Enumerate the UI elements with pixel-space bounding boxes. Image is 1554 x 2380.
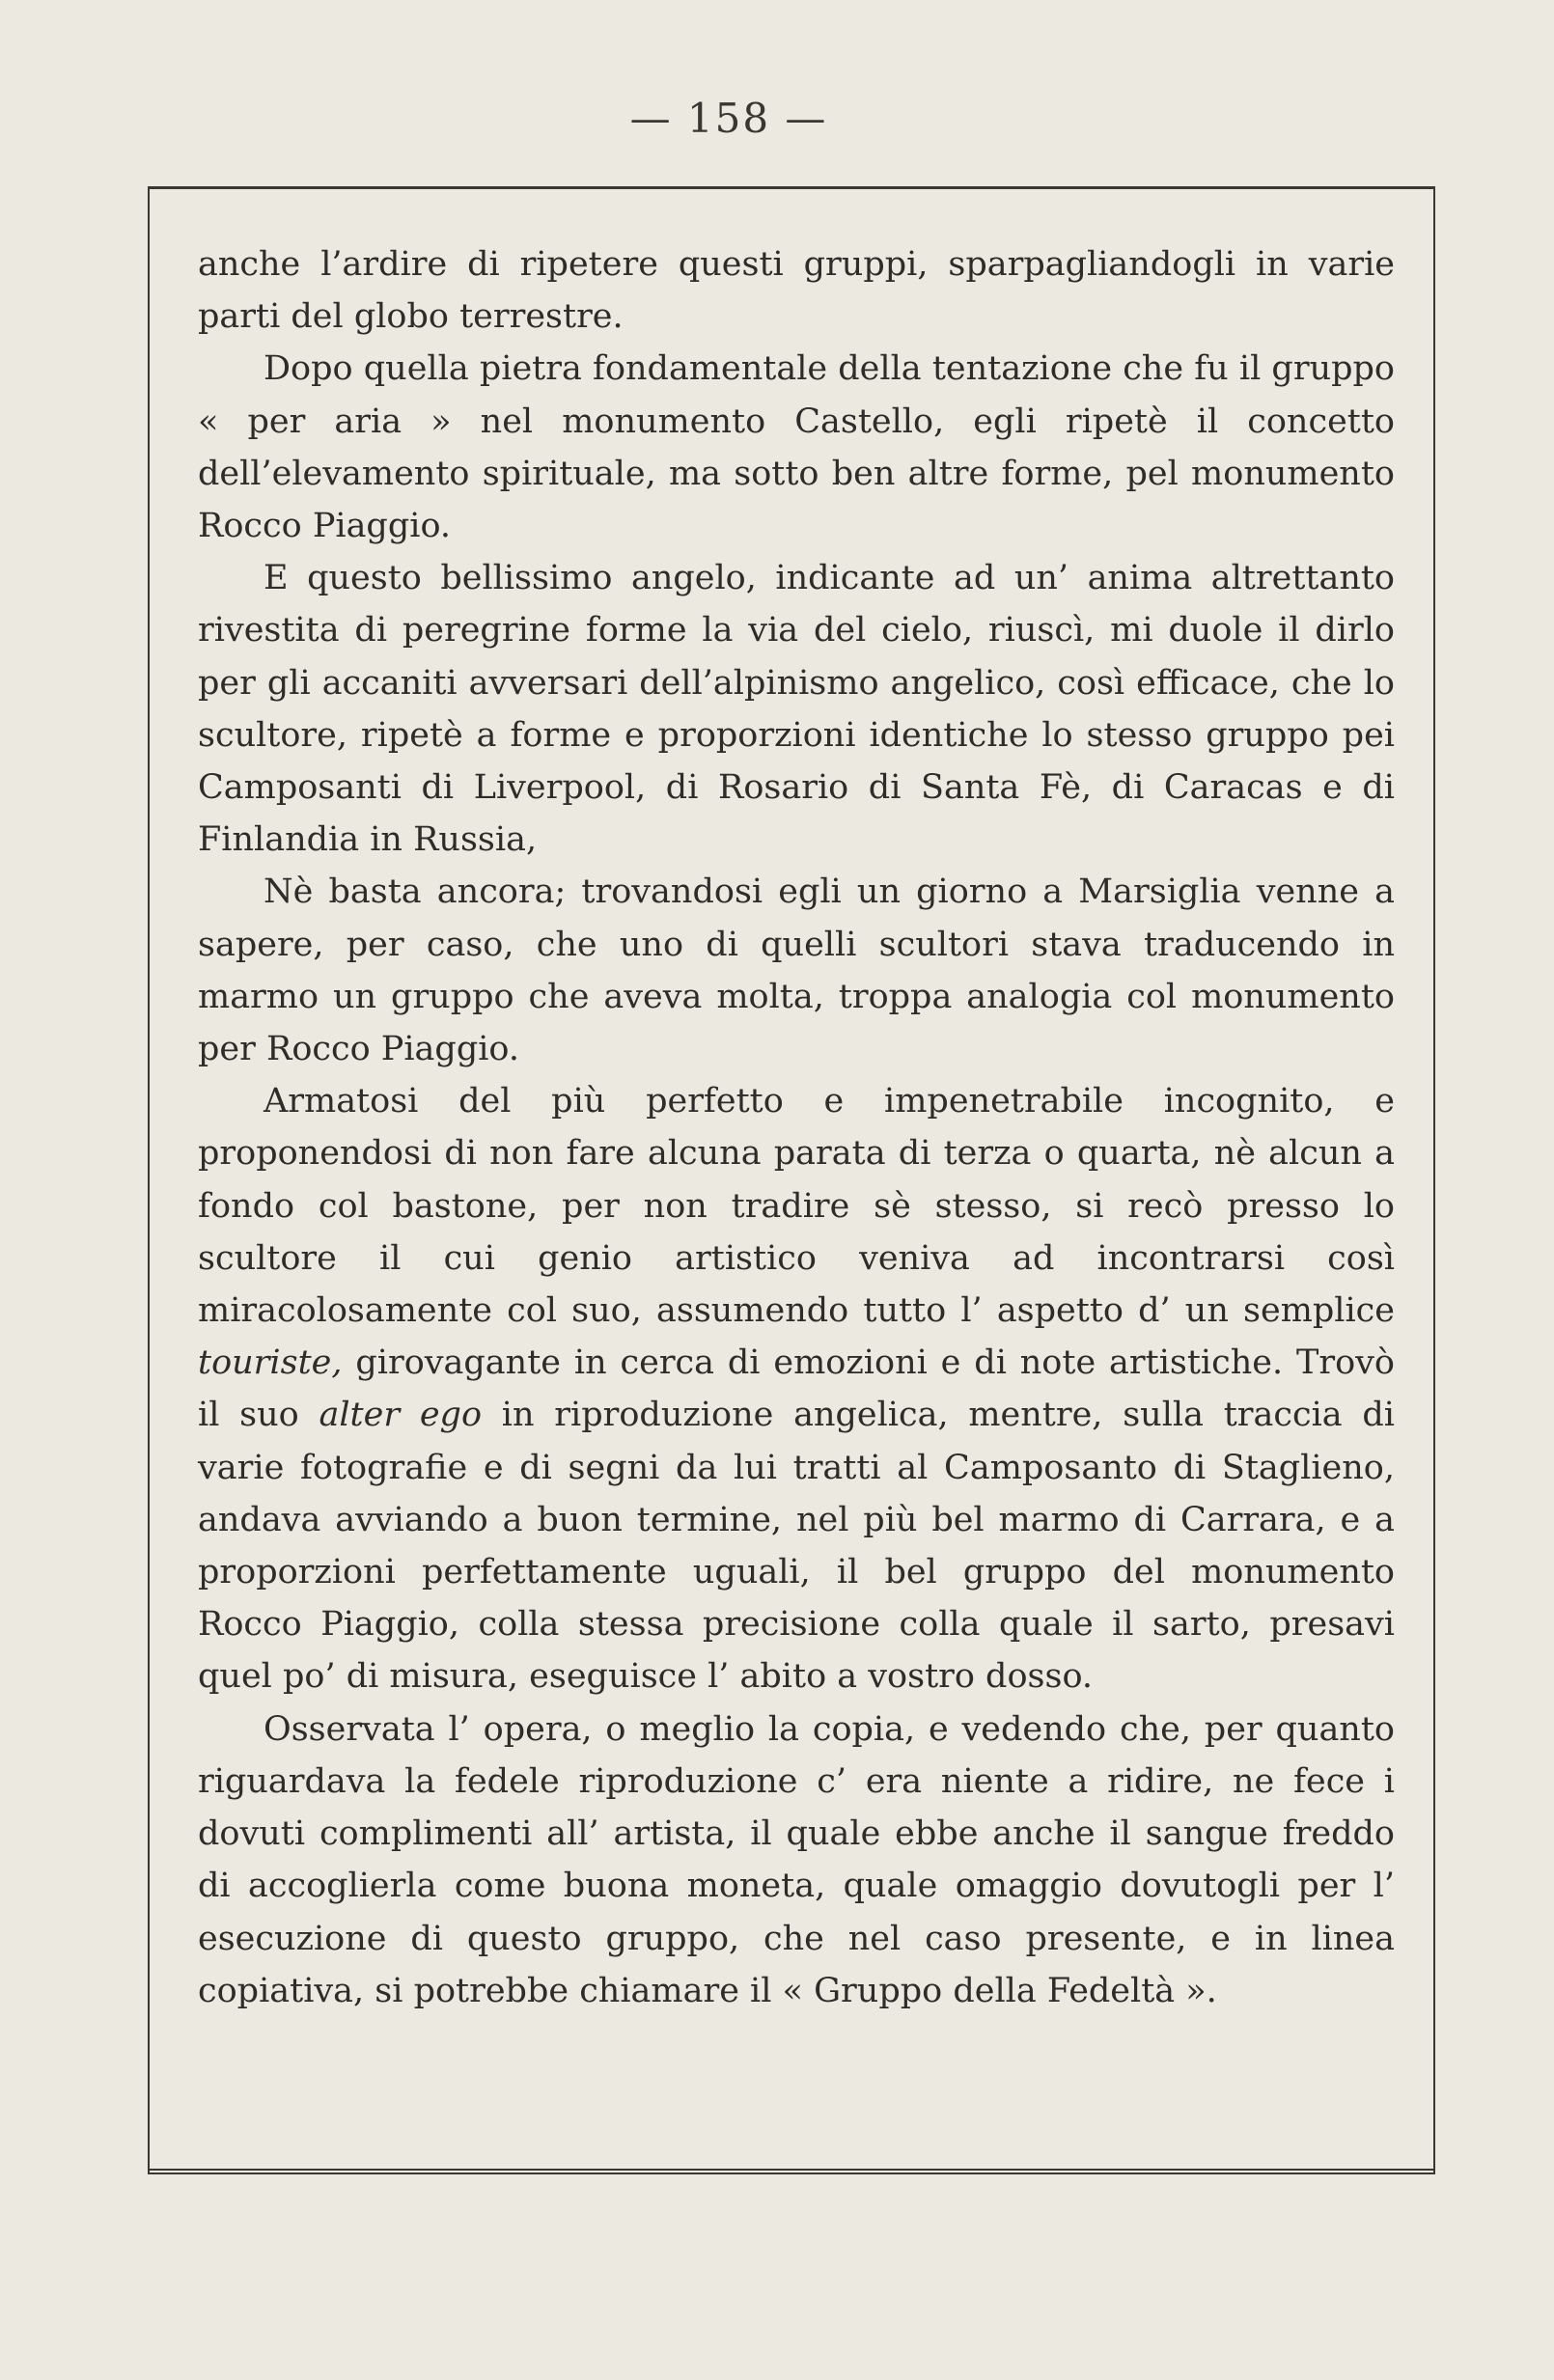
italic-touriste: touriste, bbox=[198, 1343, 343, 1383]
italic-alter-ego: alter ego bbox=[319, 1396, 483, 1435]
page-number: — 158 — bbox=[629, 95, 828, 142]
top-rule bbox=[148, 186, 1435, 189]
body-text bbox=[198, 238, 1395, 2017]
paragraph-4: Nè basta ancora; trovandosi egli un giorno a Marsiglia venne a sapere, per caso, che uno di quelli scultori stava traducendo in marmo un gruppo che aveva molta, troppa analogia col monumento per Rocco Piaggio. bbox=[198, 872, 1395, 1069]
paragraph-5-part-c: in riproduzione angelica, mentre, sulla traccia di varie fotografie e di segni da lui tratti al Camposanto di Staglieno, andava avviando a buon termine, nel più bel marmo di Carrara, e a proporzioni perfettamente uguali, il bel gruppo del monumento Rocco Piaggio, colla stessa precisione colla quale il sarto, presavi quel po’ di misura, eseguisce l’ abito a vostro dosso. bbox=[198, 1396, 1395, 1697]
paragraph-3: E questo bellissimo angelo, indicante ad un’ anima altrettanto rivestita di peregrine forme la via del cielo, riuscì, mi duole il dirlo per gli accaniti avversari dell’alpinismo angelico, così efficace, che lo scultore, ripetè a forme e proporzioni identiche lo stesso gruppo pei Camposanti di Liverpool, di Rosario di Santa Fè, di Caracas e di Finlandia in Russia, bbox=[198, 559, 1395, 860]
bottom-double-rule bbox=[148, 2169, 1435, 2174]
paragraph-2: Dopo quella pietra fondamentale della tentazione che fu il gruppo « per aria » nel monumento Castello, egli ripetè il concetto dell’elevamento spirituale, ma sotto ben altre forme, pel monumento Rocco Piaggio. bbox=[198, 349, 1395, 546]
left-rule bbox=[148, 186, 150, 2174]
paragraph-5-part-a: Armatosi del più perfetto e impenetrabile incognito, e proponendosi di non fare alcuna parata di terza o quarta, nè alcun a fondo col bastone, per non tradire sè stesso, si recò presso lo scultore il cui genio artistico veniva ad incontrarsi così miracolosamente col suo, assumendo tutto l’ aspetto d’ un semplice bbox=[198, 1082, 1395, 1331]
paragraph-5 bbox=[198, 1075, 1395, 1702]
paragraph-1: anche l’ardire di ripetere questi gruppi, sparpagliandogli in varie parti del globo terrestre. bbox=[198, 245, 1395, 337]
right-rule bbox=[1433, 186, 1435, 2174]
paragraph-5-part-b: girovagante in cerca di emozioni e di note artistiche. Trovò il suo bbox=[198, 1343, 1395, 1435]
paragraph-6: Osservata l’ opera, o meglio la copia, e vedendo che, per quanto riguardava la fedele riproduzione c’ era niente a ridire, ne fece i dovuti complimenti all’ artista, il quale ebbe anche il sangue freddo di accoglierla come buona moneta, quale omaggio dovutogli per l’ esecuzione di questo gruppo, che nel caso presente, e in linea copiativa, si potrebbe chiamare il « Gruppo della Fedeltà ». bbox=[198, 1709, 1395, 2010]
